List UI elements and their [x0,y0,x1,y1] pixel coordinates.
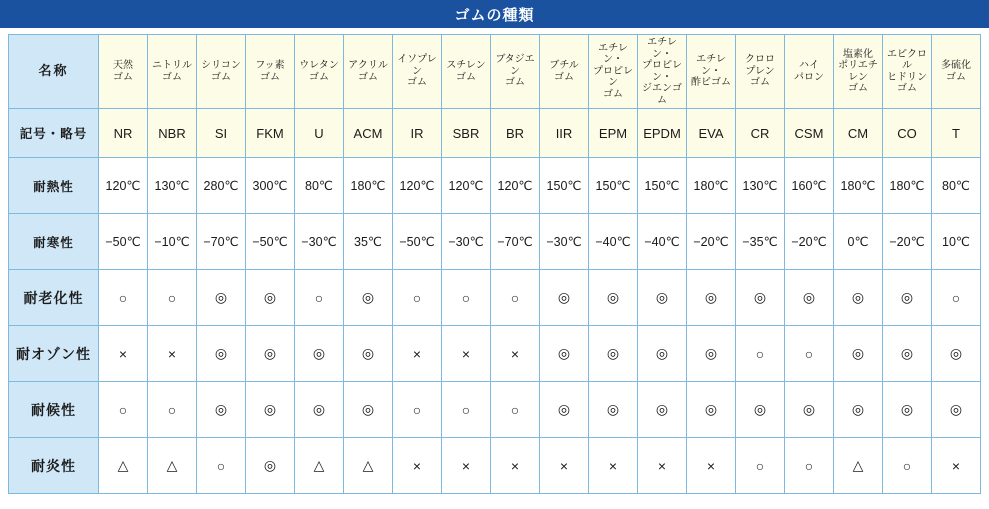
table-row-ozone-resistance [9,326,981,382]
table-cell: × [393,326,442,382]
table-cell: ◎ [638,326,687,382]
table-cell: ◎ [883,270,932,326]
table-cell: × [540,438,589,494]
table-cell: ○ [99,270,148,326]
column-header-line: ブチル [549,60,579,71]
table-cell: ○ [393,270,442,326]
column-header-line: ハイ [799,60,819,71]
row-header-aging: 耐老化性 [9,270,99,326]
table-cell: 35℃ [344,214,393,270]
column-header-line: エチレン・ [598,42,628,66]
table-cell: ○ [932,270,981,326]
table-cell: ◎ [883,326,932,382]
column-header-line: ウレタン [299,60,339,71]
column-header-epdm [638,35,687,109]
column-header-nbr [148,35,197,109]
column-header-line: 天然 [113,60,133,71]
table-cell: ◎ [344,270,393,326]
column-header-line: ゴム [456,71,476,83]
column-header-line: フッ素 [255,60,285,71]
table-cell: ○ [393,382,442,438]
table-cell: × [442,438,491,494]
table-cell: 120℃ [99,158,148,214]
table-cell: ○ [442,270,491,326]
table-cell: 150℃ [589,158,638,214]
table-cell: ○ [883,438,932,494]
table-cell: ◎ [687,382,736,438]
table-cell: 300℃ [246,158,295,214]
table-cell: IR [393,109,442,158]
table-cell: 150℃ [540,158,589,214]
table-cell: ◎ [736,270,785,326]
row-header-weather: 耐候性 [9,382,99,438]
column-header-line: ゴム [309,71,329,83]
table-cell: × [589,438,638,494]
table-cell: ◎ [834,382,883,438]
column-header-nr [99,35,148,109]
table-cell: FKM [246,109,295,158]
table-cell: 180℃ [687,158,736,214]
table-cell: ◎ [785,382,834,438]
table-cell: ◎ [246,270,295,326]
column-header-line: ゴム [162,71,182,83]
column-header-cr [736,35,785,109]
column-header-eva [687,35,736,109]
table-cell: ○ [148,382,197,438]
row-header-heat: 耐熱性 [9,158,99,214]
column-header-line: ポリエチレン [838,60,878,83]
row-header-abbr: 記号・略号 [9,109,99,158]
table-cell: 120℃ [442,158,491,214]
column-header-line: クロロ [745,54,775,66]
table-cell: × [148,326,197,382]
column-header-line: アクリル [348,60,388,71]
column-header-line: ゴム [554,71,574,83]
table-cell: ACM [344,109,393,158]
table-cell: 180℃ [834,158,883,214]
table-cell: ○ [197,438,246,494]
table-row-flame-resistance [9,438,981,494]
table-row-weather-resistance [9,382,981,438]
table-cell: −50℃ [99,214,148,270]
column-header-line: ゴム [260,71,280,83]
table-cell: CR [736,109,785,158]
table-cell: ○ [442,382,491,438]
table-cell: △ [295,438,344,494]
table-cell: ◎ [834,270,883,326]
table-cell: △ [834,438,883,494]
table-cell: ◎ [589,326,638,382]
column-header-line: 多硫化 [941,60,971,71]
table-cell: ◎ [883,382,932,438]
table-cell: −70℃ [197,214,246,270]
column-header-iir [540,35,589,109]
table-cell: 120℃ [393,158,442,214]
table-cell: ◎ [932,326,981,382]
table-cell: ◎ [589,270,638,326]
column-header-line: パロン [794,71,824,83]
column-header-line: シリコン [201,60,241,71]
table-cell: 180℃ [883,158,932,214]
column-header-line: スチレン [446,60,486,71]
table-cell: 280℃ [197,158,246,214]
page-title: ゴムの種類 [0,0,989,28]
column-header-csm [785,35,834,109]
table-cell: ◎ [344,326,393,382]
table-cell: △ [344,438,393,494]
table-cell: ○ [736,326,785,382]
table-cell: EPM [589,109,638,158]
table-cell: ○ [491,382,540,438]
table-cell: ◎ [736,382,785,438]
table-row-abbreviation [9,109,981,158]
table-cell: 120℃ [491,158,540,214]
table-cell: ◎ [197,270,246,326]
table-cell: ◎ [932,382,981,438]
table-cell: EVA [687,109,736,158]
table-cell: T [932,109,981,158]
table-cell: −40℃ [589,214,638,270]
table-cell: NBR [148,109,197,158]
table-cell: ◎ [540,270,589,326]
table-cell: ◎ [687,326,736,382]
row-header-cold: 耐寒性 [9,214,99,270]
table-cell: 180℃ [344,158,393,214]
table-cell: −40℃ [638,214,687,270]
column-header-line: プレン [745,65,775,77]
table-row-aging-resistance [9,270,981,326]
table-cell: BR [491,109,540,158]
column-header-line: ニトリル [152,60,192,71]
table-cell: ◎ [834,326,883,382]
table-cell: × [491,438,540,494]
table-cell: ○ [785,438,834,494]
table-cell: 0℃ [834,214,883,270]
column-header-line: ブタジエン [495,54,535,77]
column-header-br [491,35,540,109]
table-cell: × [442,326,491,382]
table-cell: NR [99,109,148,158]
table-cell: ◎ [540,382,589,438]
rubber-properties-table [8,34,981,494]
table-cell: CO [883,109,932,158]
column-header-cm [834,35,883,109]
table-header-row [9,35,981,109]
table-cell: ○ [785,326,834,382]
table-cell: −10℃ [148,214,197,270]
table-cell: × [393,438,442,494]
table-cell: −30℃ [442,214,491,270]
column-header-line: エチレン・ [647,37,677,60]
table-cell: × [932,438,981,494]
row-header-flame: 耐炎性 [9,438,99,494]
column-header-u [295,35,344,109]
table-cell: × [491,326,540,382]
table-cell: × [687,438,736,494]
table-cell: −70℃ [491,214,540,270]
column-header-line: プロピレン [593,65,633,89]
column-header-line: ジエンゴム [642,83,682,106]
table-cell: 130℃ [148,158,197,214]
table-cell: 130℃ [736,158,785,214]
table-cell: CSM [785,109,834,158]
table-cell: 150℃ [638,158,687,214]
table-cell: ◎ [295,326,344,382]
table-cell: ◎ [540,326,589,382]
column-header-line: ゴム [113,71,133,83]
table-cell: 80℃ [295,158,344,214]
column-header-line: イソプレン [397,54,437,77]
column-header-line: ゴム [848,83,868,94]
table-cell: ○ [295,270,344,326]
column-header-si [197,35,246,109]
column-header-line: ゴム [407,77,427,89]
table-cell: × [638,438,687,494]
table-cell: ◎ [246,438,295,494]
table-row-heat-resistance [9,158,981,214]
table-cell: ○ [99,382,148,438]
table-cell: 80℃ [932,158,981,214]
table-cell: ◎ [295,382,344,438]
column-header-line: ゴム [505,77,525,89]
row-header-name: 名称 [9,35,99,109]
table-cell: −30℃ [540,214,589,270]
column-header-line: ゴム [211,71,231,83]
table-cell: ◎ [246,326,295,382]
column-header-line: エピクロル [887,48,927,71]
table-cell: △ [99,438,148,494]
table-cell: ◎ [197,382,246,438]
table-cell: U [295,109,344,158]
table-cell: −20℃ [687,214,736,270]
table-cell: −50℃ [246,214,295,270]
column-header-line: ゴム [946,71,966,83]
column-header-line: ヒドリン [887,71,927,83]
table-cell: ◎ [638,382,687,438]
column-header-line: 塩素化 [843,48,873,60]
table-cell: IIR [540,109,589,158]
table-cell: ◎ [638,270,687,326]
table-cell: ◎ [589,382,638,438]
table-cell: −35℃ [736,214,785,270]
column-header-line: ゴム [603,88,623,100]
column-header-co [883,35,932,109]
table-cell: × [99,326,148,382]
table-cell: ○ [736,438,785,494]
table-cell: △ [148,438,197,494]
column-header-line: ゴム [750,77,770,89]
table-cell: ◎ [785,270,834,326]
table-cell: ◎ [344,382,393,438]
column-header-line: 酢ビゴム [691,77,731,89]
table-cell: −20℃ [785,214,834,270]
table-cell: ○ [148,270,197,326]
column-header-epm [589,35,638,109]
column-header-line: エチレン・ [696,54,726,77]
table-cell: ◎ [687,270,736,326]
table-cell: 160℃ [785,158,834,214]
column-header-line: ゴム [897,83,917,94]
column-header-sbr [442,35,491,109]
table-cell: −30℃ [295,214,344,270]
column-header-ir [393,35,442,109]
table-cell: ◎ [246,382,295,438]
table-row-cold-resistance [9,214,981,270]
table-cell: 10℃ [932,214,981,270]
table-cell: SBR [442,109,491,158]
table-cell: ○ [491,270,540,326]
column-header-line: ゴム [358,71,378,83]
column-header-t [932,35,981,109]
column-header-acm [344,35,393,109]
table-cell: CM [834,109,883,158]
table-cell: −20℃ [883,214,932,270]
table-cell: EPDM [638,109,687,158]
table-cell: −50℃ [393,214,442,270]
column-header-fkm [246,35,295,109]
column-header-line: プロピレン・ [642,60,682,83]
table-cell: ◎ [197,326,246,382]
table-cell: SI [197,109,246,158]
row-header-ozone: 耐オゾン性 [9,326,99,382]
